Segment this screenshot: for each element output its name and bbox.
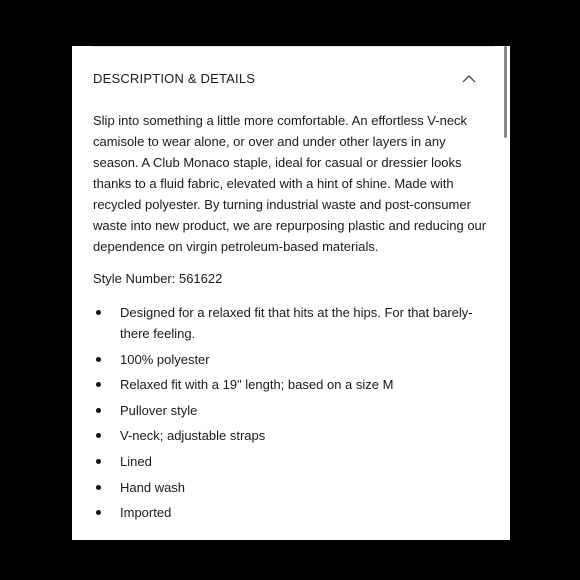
bullet-icon: [96, 310, 101, 315]
list-item: V-neck; adjustable straps: [93, 425, 490, 446]
bullet-icon: [96, 382, 101, 387]
list-item: Designed for a relaxed fit that hits at the hips. For that barely-there feeling.: [93, 302, 490, 344]
bullet-icon: [96, 433, 101, 438]
section-title: DESCRIPTION & DETAILS: [93, 70, 256, 86]
description-details-accordion-header[interactable]: [93, 68, 476, 88]
bullet-icon: [96, 485, 101, 490]
bullet-icon: [96, 408, 101, 413]
details-list: [93, 302, 490, 528]
bullet-icon: [96, 510, 101, 515]
chevron-up-icon[interactable]: [462, 71, 476, 85]
list-item: 100% polyester: [93, 349, 490, 370]
list-item: Hand wash: [93, 477, 490, 498]
list-item: Lined: [93, 451, 490, 472]
bullet-icon: [96, 459, 101, 464]
list-item: Imported: [93, 502, 490, 523]
scrollbar[interactable]: [504, 46, 507, 138]
style-number: Style Number: 561622: [93, 271, 223, 286]
list-item: Pullover style: [93, 400, 490, 421]
bullet-icon: [96, 357, 101, 362]
product-description: Slip into something a little more comfortable. An effortless V-neck camisole to wear alone, or over and under other layers in any season. A Club Monaco staple, ideal for casual or dressier looks thanks to a fluid fabric, elevated with a hint of shine. Made with recycled polyester. By turning industrial waste and post-consumer waste into new product, we are repurposing plastic and reducing our dependence on virgin petroleum-based materials.: [93, 113, 487, 254]
product-details-panel: [72, 46, 510, 540]
list-item: Relaxed fit with a 19" length; based on a size M: [93, 374, 490, 395]
divider: [92, 46, 494, 47]
